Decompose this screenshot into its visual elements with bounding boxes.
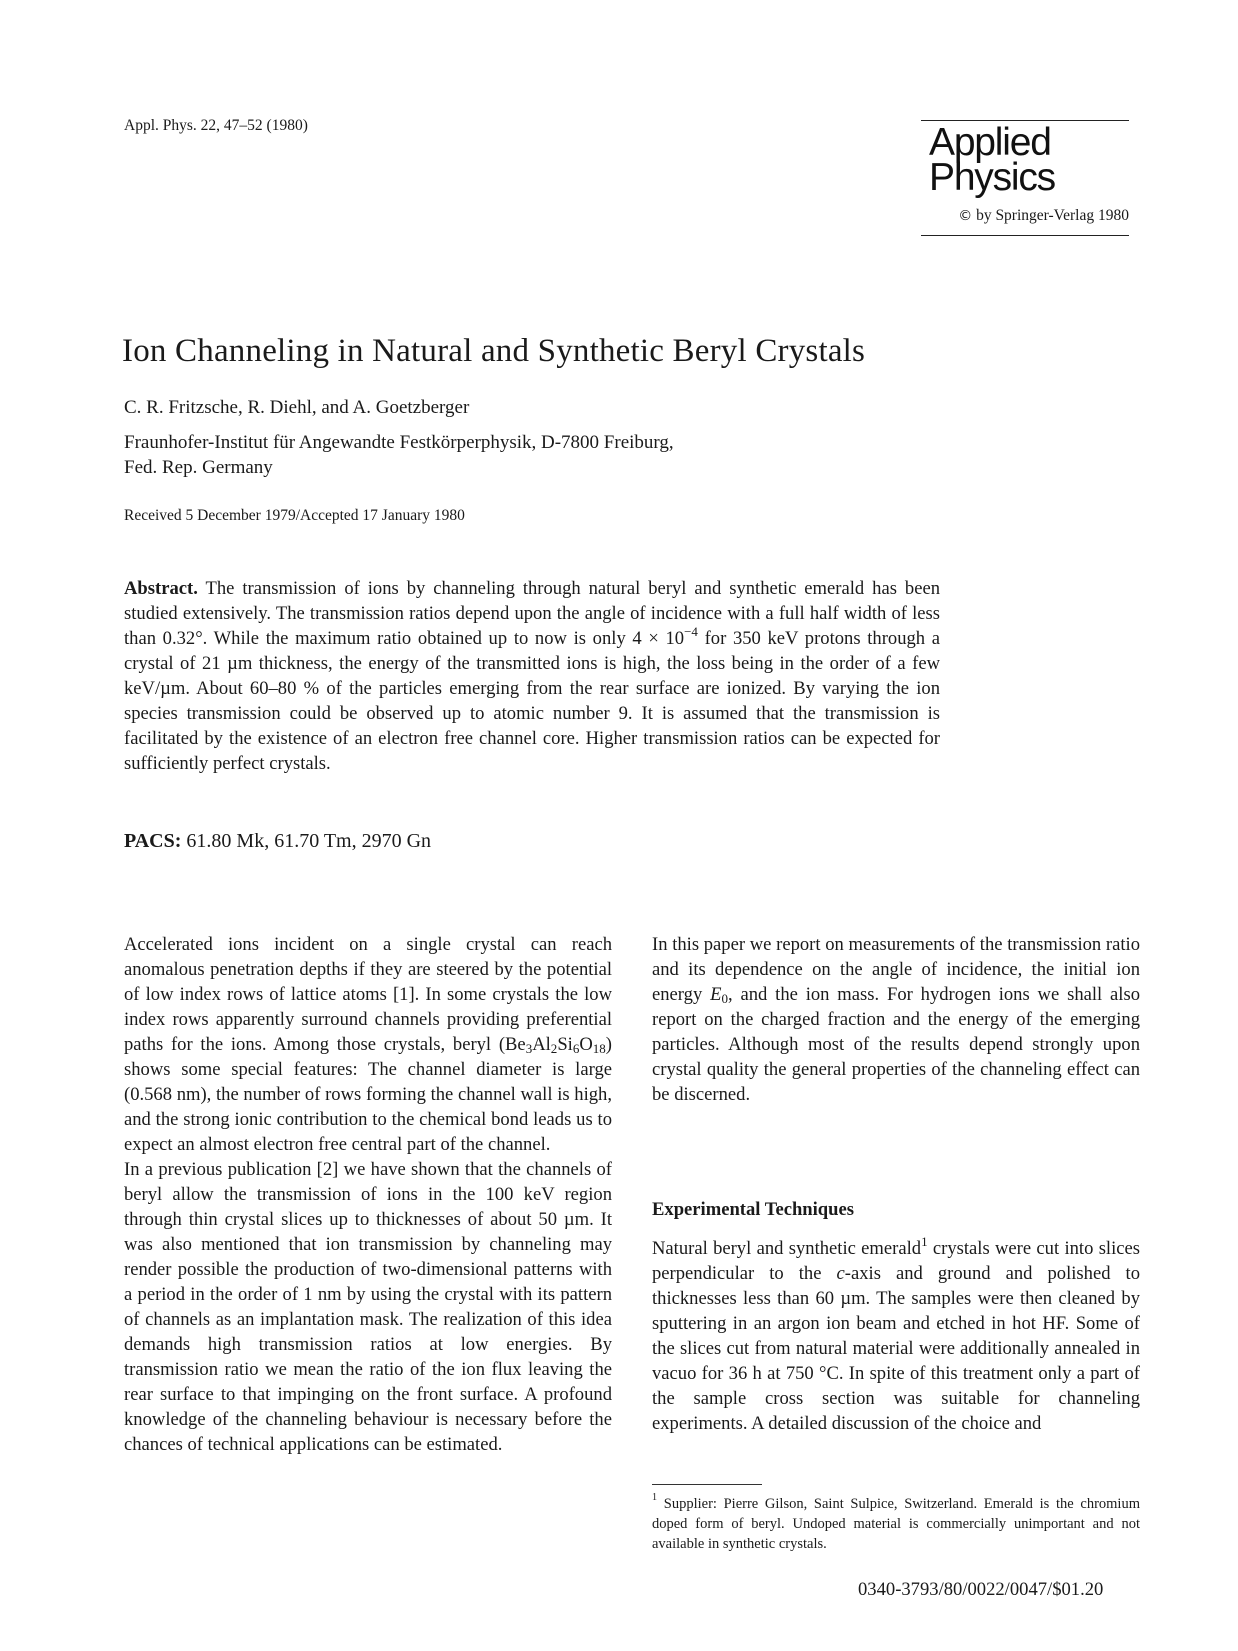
intro-paragraph-2: In a previous publication [2] we have shown that the channels of beryl allow the transmission of ions in the 100 keV region through thin crystal slices up to thicknesses of about 50 µm. It was also mentioned that ion transmission by channeling may render possible the production of two-dimensional patterns with a period in the order of 1 nm by using the crystal with its pattern of channels as an implantation mask. The realization of this idea demands high transmission ratios at low energies. By transmission ratio we mean the ratio of the ion flux leaving the rear surface to that impinging on the front surface. A profound knowledge of the channeling behaviour is necessary before the chances of technical applications can be estimated. — [124, 1159, 612, 1455]
methods-text-a: Natural beryl and synthetic emerald — [652, 1238, 922, 1259]
formula-sub-si: 6 — [572, 1041, 580, 1056]
abstract-exponent: −4 — [684, 624, 698, 639]
pacs-text: 61.80 Mk, 61.70 Tm, 2970 Gn — [181, 830, 432, 852]
methods-text-b: crystals were cut into slices perpendicular to the — [652, 1238, 1141, 1284]
abstract — [124, 576, 940, 776]
intro-paragraph-1 — [124, 932, 612, 1157]
author-list: C. R. Fritzsche, R. Diehl, and A. Goetzberger — [124, 397, 470, 418]
energy-symbol: E — [710, 984, 722, 1005]
affiliation-line-2: Fed. Rep. Germany — [124, 457, 273, 478]
intro-p1-text-e: ) shows some special features: The channel diameter is large (0.568 nm), the number of rows forming the channel wall is high, and the strong ionic contribution to the chemical bond leads us to expect an almost electron free central part of the channel. — [124, 1034, 612, 1155]
journal-logo — [929, 121, 1129, 199]
energy-subscript: 0 — [721, 991, 728, 1006]
article-code: 0340-3793/80/0022/0047/$01.20 — [858, 1579, 1104, 1600]
intro-p3-text-b: , and the ion mass. For hydrogen ions we shall also report on the charged fraction and the energy of the emerging particles. Although most of the results depend strongly upon crystal quality the general properties of the channeling effect can be discerned. — [652, 984, 1140, 1105]
pacs-label: PACS: — [124, 830, 182, 852]
abstract-label: Abstract. — [124, 578, 198, 599]
journal-logo-line2: Physics — [929, 156, 1055, 199]
intro-p1-text-a: Accelerated ions incident on a single crystal can reach anomalous penetration depths if they are steered by the potential of low index rows of lattice atoms [1]. In some crystals the low index rows apparently surround channels providing preferential paths for the ions. Among those crystals, beryl (Be — [124, 934, 612, 1055]
footnote-reference[interactable]: 1 — [921, 1234, 928, 1249]
formula-si: Si — [557, 1034, 573, 1055]
affiliation-line-1: Fraunhofer-Institut für Angewandte Festkörperphysik, D-7800 Freiburg, — [124, 432, 674, 453]
received-accepted-dates: Received 5 December 1979/Accepted 17 January 1980 — [124, 507, 465, 524]
formula-sub-be: 3 — [525, 1041, 533, 1056]
right-column — [652, 932, 1140, 1436]
footnote — [652, 1494, 1140, 1554]
formula-al: Al — [532, 1034, 551, 1055]
intro-paragraph-3 — [652, 932, 1140, 1107]
formula-sub-o: 18 — [592, 1041, 606, 1056]
logo-bottom-rule — [921, 235, 1129, 236]
methods-text-c: -axis and ground and polished to thicknesses less than 60 µm. The samples were then cleaned by sputtering in an argon ion beam and etched in hot HF. Some of the slices cut from natural material were additionally annealed in vacuo for 36 h at 750 °C. In spite of this treatment only a part of the sample cross section was suitable for channeling experiments. A detailed discussion of the choice and — [652, 1263, 1140, 1434]
copyright-symbol: © — [958, 208, 973, 224]
footnote-marker: 1 — [652, 1492, 658, 1503]
copyright-notice — [921, 207, 1129, 225]
copyright-text: by Springer-Verlag 1980 — [976, 207, 1129, 224]
journal-citation: Appl. Phys. 22, 47–52 (1980) — [124, 117, 308, 134]
intro-p3-text-a: In this paper we report on measurements of the transmission ratio and its dependence on the angle of incidence, the initial ion energy — [652, 934, 1140, 1005]
formula-sub-al: 2 — [550, 1041, 558, 1056]
left-column — [124, 932, 612, 1457]
c-axis-symbol: c — [836, 1263, 845, 1284]
pacs-codes — [124, 830, 431, 853]
footnote-divider — [652, 1484, 762, 1485]
abstract-text-b: for 350 keV protons through a crystal of 21 µm thickness, the energy of the transmitted ions is high, the loss being in the order of a few keV/µm. About 60–80 % of the particles emerging from the rear surface are ionized. By varying the ion species transmission could be observed up to atomic number 9. It is assumed that the transmission is facilitated by the existence of an electron free channel core. Higher transmission ratios can be expected for sufficiently perfect crystals. — [124, 628, 940, 774]
footnote-text: Supplier: Pierre Gilson, Saint Sulpice, Switzerland. Emerald is the chromium doped form of beryl. Undoped material is commercially unimportant and not available in synthetic crystals. — [652, 1496, 1140, 1552]
formula-o: O — [579, 1034, 593, 1055]
section-heading: Experimental Techniques — [652, 1199, 854, 1220]
methods-paragraph — [652, 1236, 1140, 1436]
journal-logo-line1: Applied — [929, 121, 1051, 164]
journal-logo-block — [921, 120, 1129, 236]
article-title: Ion Channeling in Natural and Synthetic Beryl Crystals — [122, 333, 866, 369]
abstract-text-a: The transmission of ions by channeling through natural beryl and synthetic emerald has been studied extensively. The transmission ratios depend upon the angle of incidence with a full half width of less than 0.32°. While the maximum ratio obtained up to now is only 4 × 10 — [124, 578, 940, 649]
